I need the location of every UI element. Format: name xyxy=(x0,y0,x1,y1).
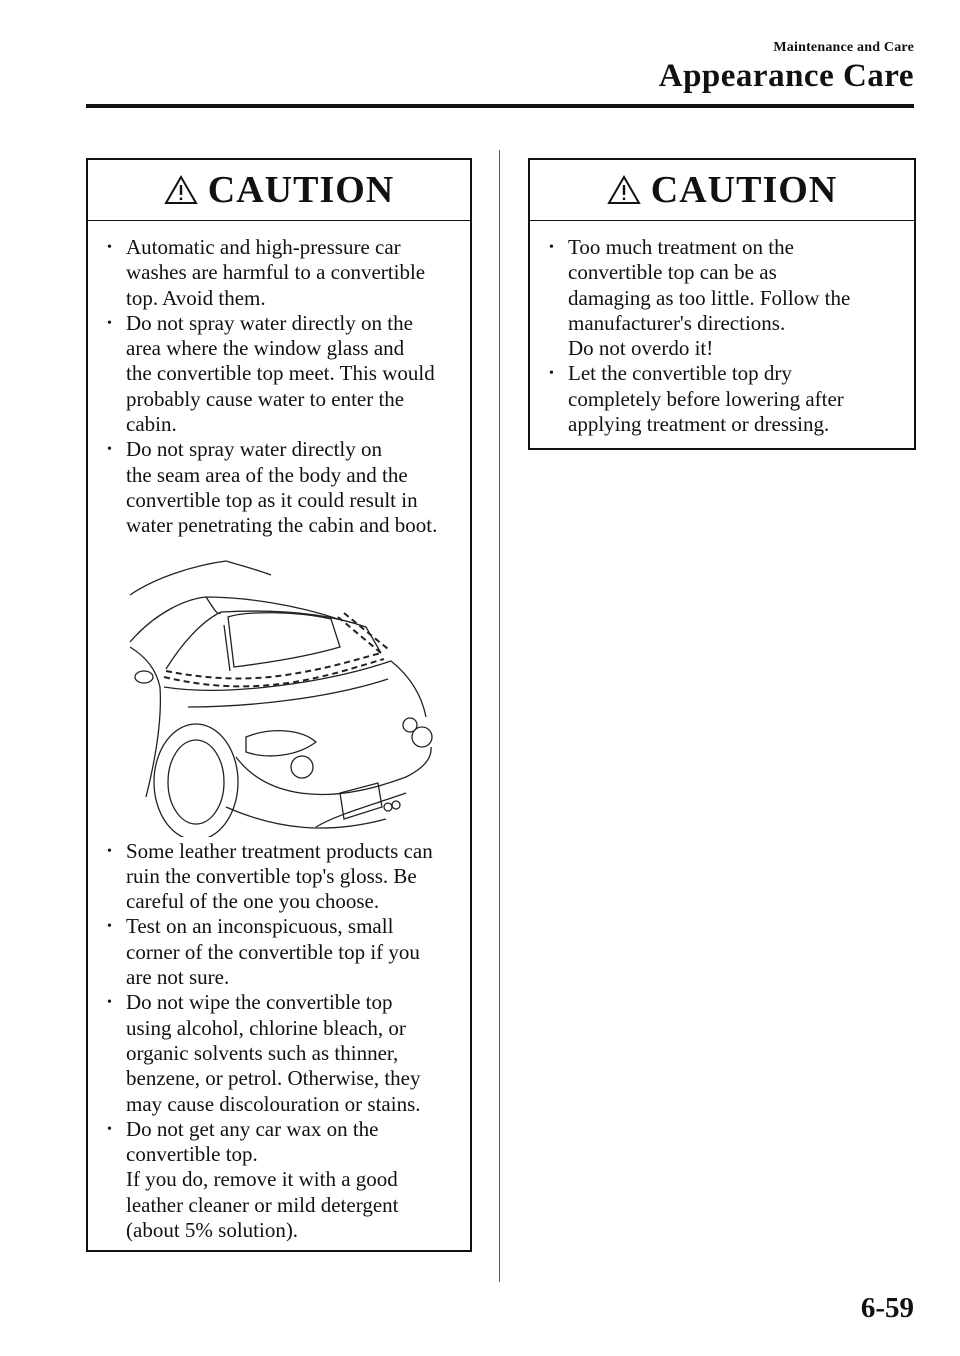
warning-triangle-icon xyxy=(164,175,198,205)
caution-item: • Some leather treatment products can ruin the convertible top's gloss. Be careful of the one you choose. xyxy=(102,839,454,915)
caution-item: • Do not get any car wax on the convertible top. If you do, remove it with a good leather cleaner or mild detergent (about 5% solution). xyxy=(102,1117,454,1243)
header-rule xyxy=(86,104,914,108)
section-label: Maintenance and Care xyxy=(773,40,914,55)
caution-header xyxy=(88,160,470,221)
page-title: Appearance Care xyxy=(658,58,914,94)
caution-item: • Do not spray water directly on the seam area of the body and the convertible top as it could result in water penetrating the cabin and boot. xyxy=(102,437,454,538)
caution-box-right xyxy=(528,158,916,450)
warning-triangle-icon xyxy=(607,175,641,205)
caution-box-left xyxy=(86,158,472,1252)
caution-header xyxy=(530,160,914,221)
caution-item: • Let the convertible top dry completely before lowering after applying treatment or dressing. xyxy=(544,361,898,437)
caution-list xyxy=(530,221,914,437)
convertible-car-illustration xyxy=(126,557,436,837)
caution-item: • Do not wipe the convertible top using alcohol, chlorine bleach, or organic solvents such as thinner, benzene, or petrol. Otherwise, they may cause discolouration or stains. xyxy=(102,990,454,1116)
caution-title: CAUTION xyxy=(650,169,838,211)
caution-title: CAUTION xyxy=(207,169,395,211)
column-divider xyxy=(499,150,500,1282)
page-number: 6-59 xyxy=(860,1292,914,1324)
caution-item: • Too much treatment on the convertible top can be as damaging as too little. Follow the manufacturer's directions. Do not overdo it! xyxy=(544,235,898,361)
caution-list-top xyxy=(88,221,470,539)
caution-item: • Test on an inconspicuous, small corner of the convertible top if you are not sure. xyxy=(102,914,454,990)
caution-item: • Do not spray water directly on the area where the window glass and the convertible top meet. This would probably cause water to enter the cabin. xyxy=(102,311,454,437)
caution-list-bottom xyxy=(88,837,470,1244)
caution-item: • Automatic and high-pressure car washes are harmful to a convertible top. Avoid them. xyxy=(102,235,454,311)
